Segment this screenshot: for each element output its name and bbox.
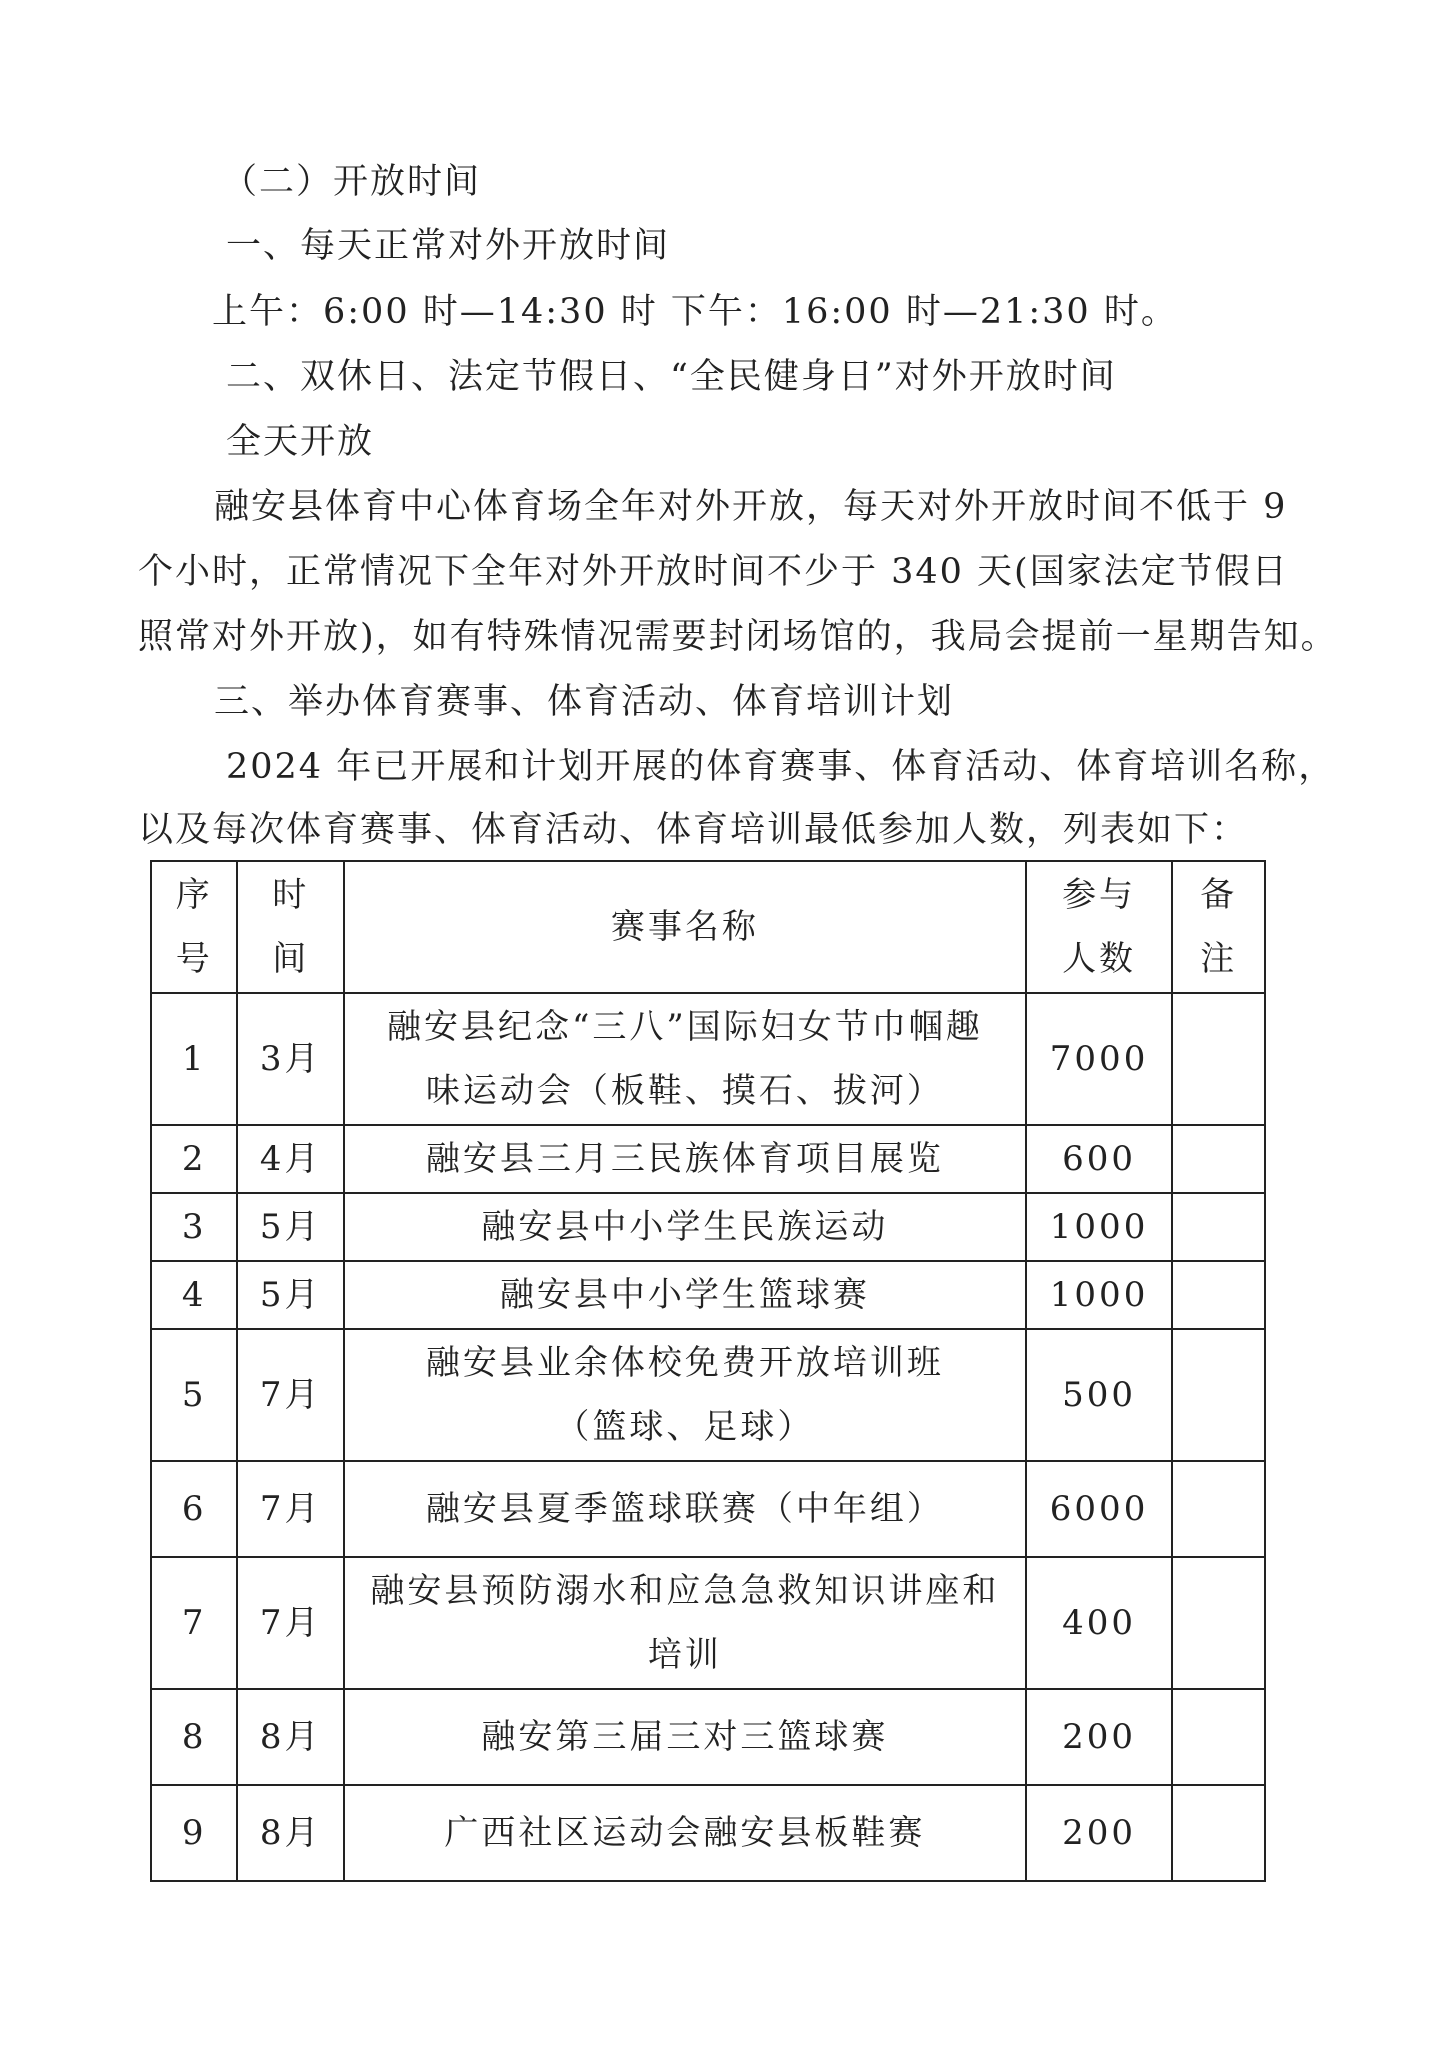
cell-remarks bbox=[1172, 1329, 1265, 1461]
cell-event-name: 融安第三届三对三篮球赛 bbox=[344, 1689, 1026, 1785]
cell-number: 7 bbox=[151, 1557, 237, 1689]
cell-time: 8月 bbox=[237, 1689, 344, 1785]
cell-number: 1 bbox=[151, 993, 237, 1125]
subheading-daily-hours: 一、每天正常对外开放时间 bbox=[226, 226, 671, 266]
cell-number: 8 bbox=[151, 1689, 237, 1785]
cell-time: 4月 bbox=[237, 1125, 344, 1193]
table-row bbox=[151, 993, 1265, 1125]
cell-remarks bbox=[1172, 1689, 1265, 1785]
cell-time: 5月 bbox=[237, 1261, 344, 1329]
cell-number: 9 bbox=[151, 1785, 237, 1881]
cell-participants: 7000 bbox=[1026, 993, 1173, 1125]
section-heading-opening-hours: （二）开放时间 bbox=[222, 162, 482, 202]
cell-number: 4 bbox=[151, 1261, 237, 1329]
cell-remarks bbox=[1172, 1193, 1265, 1261]
daily-hours-text: 上午：6:00 时—14:30 时 下午：16:00 时—21:30 时。 bbox=[212, 292, 1178, 332]
holiday-hours-text: 全天开放 bbox=[226, 422, 375, 462]
cell-time: 7月 bbox=[237, 1557, 344, 1689]
cell-event-name: 广西社区运动会融安县板鞋赛 bbox=[344, 1785, 1026, 1881]
cell-event-name: 融安县三月三民族体育项目展览 bbox=[344, 1125, 1026, 1193]
cell-participants: 600 bbox=[1026, 1125, 1173, 1193]
body-paragraph-line: 2024 年已开展和计划开展的体育赛事、体育活动、体育培训名称， bbox=[226, 747, 1336, 787]
header-event-name: 赛事名称 bbox=[344, 861, 1026, 993]
header-time: 时 间 bbox=[237, 861, 344, 993]
cell-number: 3 bbox=[151, 1193, 237, 1261]
cell-event-name: 融安县预防溺水和应急急救知识讲座和 培训 bbox=[344, 1557, 1026, 1689]
cell-time: 7月 bbox=[237, 1329, 344, 1461]
cell-event-name: 融安县中小学生民族运动 bbox=[344, 1193, 1026, 1261]
cell-remarks bbox=[1172, 1557, 1265, 1689]
cell-event-name: 融安县业余体校免费开放培训班 （篮球、足球） bbox=[344, 1329, 1026, 1461]
cell-number: 6 bbox=[151, 1461, 237, 1557]
table-header-row bbox=[151, 861, 1265, 993]
table-row bbox=[151, 1329, 1265, 1461]
cell-event-name: 融安县中小学生篮球赛 bbox=[344, 1261, 1026, 1329]
table-row bbox=[151, 1557, 1265, 1689]
subheading-holiday-hours: 二、双休日、法定节假日、“全民健身日”对外开放时间 bbox=[226, 357, 1117, 397]
subheading-events-plan: 三、举办体育赛事、体育活动、体育培训计划 bbox=[214, 682, 955, 722]
cell-event-name: 融安县纪念“三八”国际妇女节巾帼趣 味运动会（板鞋、摸石、拔河） bbox=[344, 993, 1026, 1125]
cell-participants: 6000 bbox=[1026, 1461, 1173, 1557]
events-table bbox=[150, 860, 1266, 1882]
table-row bbox=[151, 1785, 1265, 1881]
cell-participants: 500 bbox=[1026, 1329, 1173, 1461]
table-row bbox=[151, 1193, 1265, 1261]
body-paragraph-line: 个小时，正常情况下全年对外开放时间不少于 340 天(国家法定节假日 bbox=[138, 552, 1289, 592]
table-row bbox=[151, 1125, 1265, 1193]
header-number: 序 号 bbox=[151, 861, 237, 993]
cell-time: 5月 bbox=[237, 1193, 344, 1261]
table-row bbox=[151, 1689, 1265, 1785]
cell-time: 8月 bbox=[237, 1785, 344, 1881]
cell-remarks bbox=[1172, 993, 1265, 1125]
cell-remarks bbox=[1172, 1785, 1265, 1881]
cell-remarks bbox=[1172, 1261, 1265, 1329]
cell-remarks bbox=[1172, 1461, 1265, 1557]
table-row bbox=[151, 1261, 1265, 1329]
cell-time: 3月 bbox=[237, 993, 344, 1125]
cell-remarks bbox=[1172, 1125, 1265, 1193]
header-participants: 参与 人数 bbox=[1026, 861, 1173, 993]
cell-participants: 1000 bbox=[1026, 1193, 1173, 1261]
body-paragraph-line: 融安县体育中心体育场全年对外开放，每天对外开放时间不低于 9 bbox=[214, 487, 1288, 527]
cell-participants: 1000 bbox=[1026, 1261, 1173, 1329]
cell-time: 7月 bbox=[237, 1461, 344, 1557]
cell-participants: 200 bbox=[1026, 1689, 1173, 1785]
body-paragraph-line: 以及每次体育赛事、体育活动、体育培训最低参加人数，列表如下： bbox=[138, 810, 1249, 850]
cell-participants: 400 bbox=[1026, 1557, 1173, 1689]
cell-number: 5 bbox=[151, 1329, 237, 1461]
body-paragraph-line: 照常对外开放)，如有特殊情况需要封闭场馆的，我局会提前一星期告知。 bbox=[138, 617, 1338, 657]
cell-number: 2 bbox=[151, 1125, 237, 1193]
table-row bbox=[151, 1461, 1265, 1557]
cell-event-name: 融安县夏季篮球联赛（中年组） bbox=[344, 1461, 1026, 1557]
header-remarks: 备 注 bbox=[1172, 861, 1265, 993]
cell-participants: 200 bbox=[1026, 1785, 1173, 1881]
